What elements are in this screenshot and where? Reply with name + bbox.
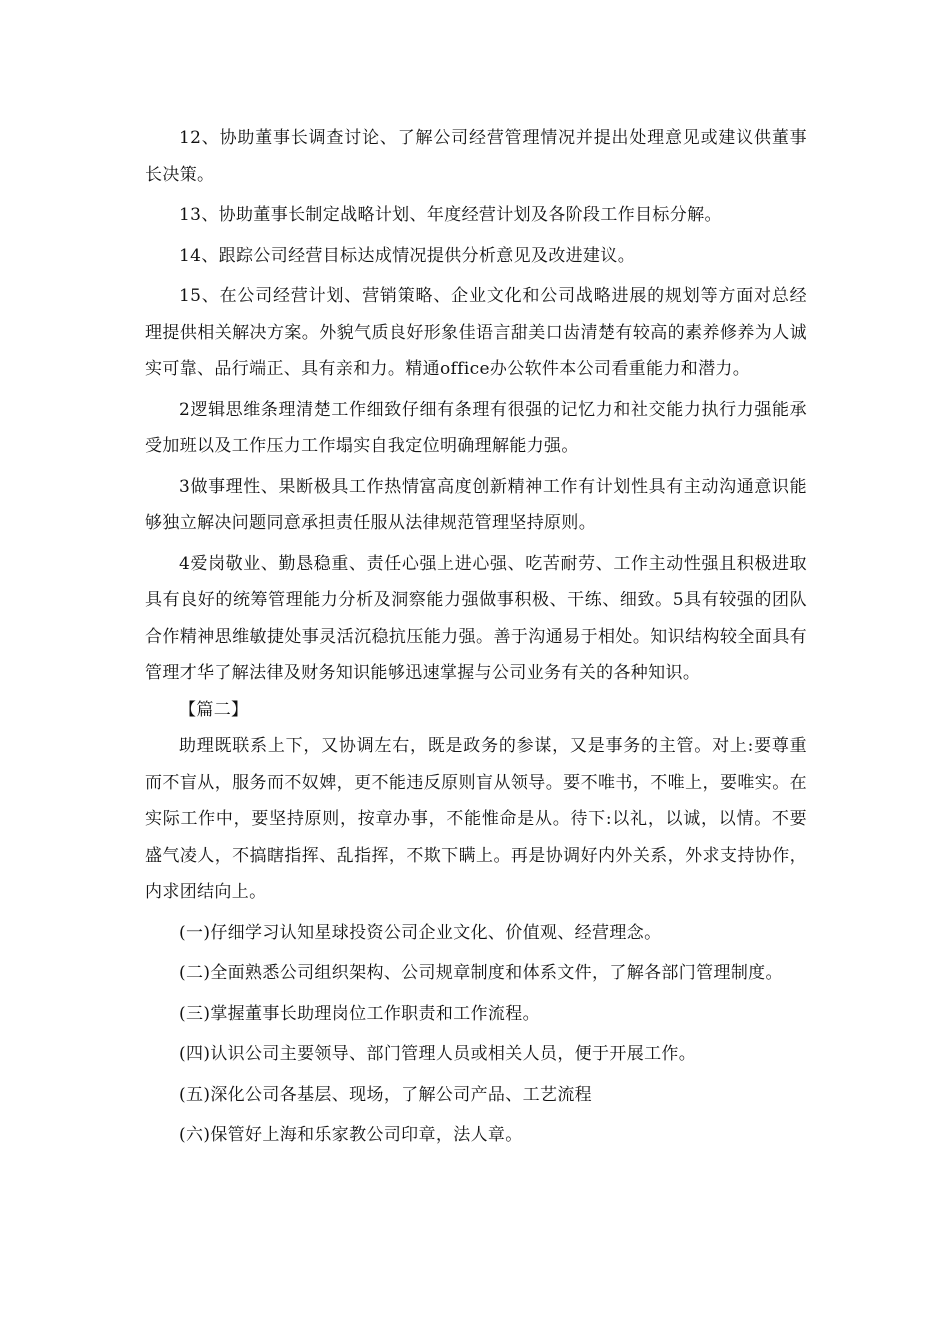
- paragraph-requirement-4: 4爱岗敬业、勤恳稳重、责任心强上进心强、吃苦耐劳、工作主动性强且积极进取具有良好的统筹管理能力分析及洞察能力强做事积极、干练、细致。5具有较强的团队合作精神思维敏捷处事灵活沉稳抗压能力强。善于沟通易于相处。知识结构较全面具有管理才华了解法律及财务知识能够迅速掌握与公司业务有关的各种知识。: [145, 553, 807, 683]
- list-item-5: (五)深化公司各基层、现场，了解公司产品、工艺流程: [179, 1084, 593, 1105]
- list-item-4: (四)认识公司主要领导、部门管理人员或相关人员，便于开展工作。: [179, 1044, 697, 1064]
- paragraph-requirement-2: 2逻辑思维条理清楚工作细致仔细有条理有很强的记忆力和社交能力执行力强能承受加班以及工作压力工作塌实自我定位明确理解能力强。: [145, 399, 807, 456]
- paragraph-item-15: 15、在公司经营计划、营销策略、企业文化和公司战略进展的规划等方面对总经理提供相关解决方案。外貌气质良好形象佳语言甜美口齿清楚有较高的素养修养为人诚实可靠、品行端正、具有亲和力。精通office办公软件本公司看重能力和潜力。: [145, 286, 807, 379]
- list-item-1: (一)仔细学习认知星球投资公司企业文化、价值观、经营理念。: [179, 922, 662, 943]
- paragraph-requirement-3: 3做事理性、果断极具工作热情富高度创新精神工作有计划性具有主动沟通意识能够独立解决问题同意承担责任服从法律规范管理坚持原则。: [145, 476, 807, 533]
- document-page: [145, 120, 807, 1158]
- section-heading: 【篇二】: [179, 699, 249, 720]
- paragraph-item-14: 14、跟踪公司经营目标达成情况提供分析意见及改进建议。: [179, 245, 636, 266]
- paragraph-assistant-role: 助理既联系上下，又协调左右，既是政务的参谋，又是事务的主管。对上:要尊重而不盲从，服务而不奴婢，更不能违反原则盲从领导。要不唯书，不唯上，要唯实。在实际工作中，要坚持原则，按章办事，不能惟命是从。待下:以礼，以诚，以情。不要盛气凌人，不搞瞎指挥、乱指挥，不欺下瞒上。再是协调好内外关系，外求支持协作，内求团结向上。: [145, 736, 807, 902]
- list-item-6: (六)保管好上海和乐家教公司印章，法人章。: [179, 1125, 523, 1145]
- list-item-3: (三)掌握董事长助理岗位工作职责和工作流程。: [179, 1003, 540, 1024]
- paragraph-item-12: 12、协助董事长调查讨论、了解公司经营管理情况并提出处理意见或建议供董事长决策。: [145, 128, 807, 185]
- paragraph-item-13: 13、协助董事长制定战略计划、年度经营计划及各阶段工作目标分解。: [179, 205, 722, 225]
- list-item-2: (二)全面熟悉公司组织架构、公司规章制度和体系文件，了解各部门管理制度。: [179, 963, 783, 983]
